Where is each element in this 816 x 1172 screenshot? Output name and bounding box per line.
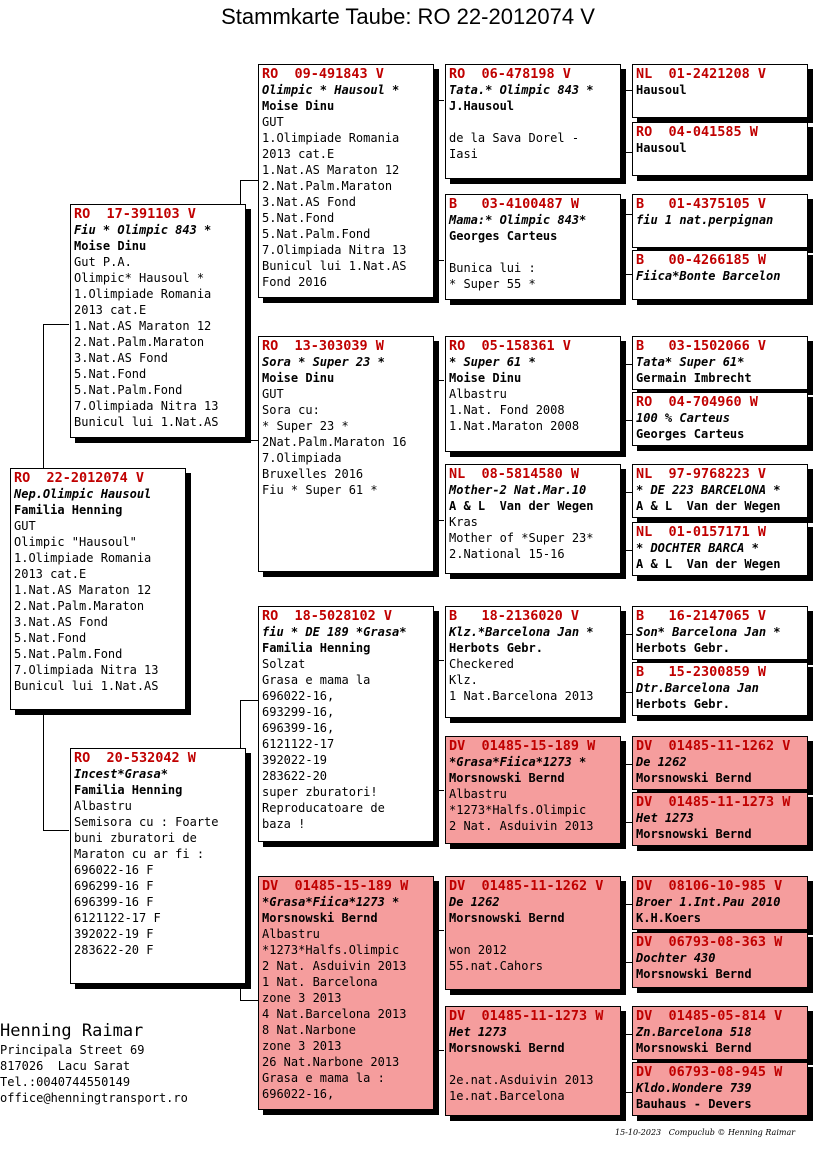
breeder-email: office@henningtransport.ro <box>0 1091 188 1105</box>
pigeon-card-ffm[interactable] <box>445 194 621 300</box>
pigeon-card-g6[interactable] <box>632 392 808 446</box>
ring-number: B 18-2136020 V <box>449 608 580 624</box>
pigeon-name: Sora * Super 23 * <box>262 355 385 369</box>
owner-name: Morsnowski Bernd <box>636 771 752 785</box>
ring-number: B 03-4100487 W <box>449 196 580 212</box>
connector-line <box>438 380 439 520</box>
breeder-street: Principala Street 69 <box>0 1043 145 1057</box>
pigeon-card-mm[interactable] <box>258 876 434 1110</box>
ring-number: DV 06793-08-945 W <box>636 1064 783 1080</box>
owner-name: Herbots Gebr. <box>636 697 730 711</box>
breeder-city: 817026 Lacu Sarat <box>0 1059 131 1073</box>
ring-number: NL 01-0157171 W <box>636 524 767 540</box>
ring-number: DV 01485-11-1273 W <box>449 1008 604 1024</box>
pigeon-card-mmf[interactable] <box>445 876 621 990</box>
footer-credit: 15-10-2023 Compuclub © Henning Raimar <box>615 1128 796 1137</box>
connector-line <box>240 440 258 441</box>
pigeon-info: Checkered Klz. 1 Nat.Barcelona 2013 <box>449 657 594 703</box>
pigeon-info: Kras Mother of *Super 23* 2.National 15-16 <box>449 515 594 561</box>
pigeon-name: * DOCHTER BARCA * <box>636 541 759 555</box>
ring-number: B 03-1502066 V <box>636 338 767 354</box>
breeder-phone: Tel.:0040744550149 <box>0 1075 131 1089</box>
pigeon-info: GUT Sora cu: * Super 23 * 2Nat.Palm.Maraton 16 7.Olimpiada Bruxelles 2016 Fiu * Super 61 * <box>262 387 407 497</box>
ring-number: RO 18-5028102 V <box>262 608 393 624</box>
ring-number: RO 04-041585 W <box>636 124 758 140</box>
ring-number: DV 01485-05-814 V <box>636 1008 783 1024</box>
ring-number: B 16-2147065 V <box>636 608 767 624</box>
pigeon-name: Dtr.Barcelona Jan <box>636 681 759 695</box>
pigeon-name: Klz.*Barcelona Jan * <box>449 625 594 639</box>
pigeon-card-fm[interactable] <box>258 336 434 572</box>
pigeon-card-fmf[interactable] <box>445 336 621 452</box>
pigeon-name: Kldo.Wondere 739 <box>636 1081 752 1095</box>
pigeon-card-mff[interactable] <box>445 606 621 718</box>
pigeon-name: Fiu * Olimpic 843 * <box>74 223 212 237</box>
owner-name: Hausoul <box>636 141 687 155</box>
ring-number: DV 01485-11-1262 V <box>636 738 791 754</box>
pigeon-name: Nep.Olimpic Hausoul <box>14 487 152 501</box>
pigeon-card-mother[interactable] <box>70 748 246 984</box>
pigeon-card-g14[interactable] <box>632 932 808 988</box>
pigeon-card-mmm[interactable] <box>445 1006 621 1116</box>
connector-line <box>624 274 632 275</box>
connector-line <box>624 1034 632 1035</box>
pigeon-name: 100 % Carteus <box>636 411 730 425</box>
connector-line <box>624 364 625 420</box>
pigeon-name: Het 1273 <box>636 811 694 825</box>
pigeon-info: Albastru *1273*Halfs.Olimpic 2 Nat. Asduivin 2013 <box>449 787 594 833</box>
pigeon-name: Het 1273 <box>449 1025 507 1039</box>
connector-line <box>43 830 69 831</box>
breeder-name: Henning Raimar <box>0 1021 144 1041</box>
connector-line <box>624 152 632 153</box>
connector-line <box>624 634 632 635</box>
owner-name: Georges Carteus <box>449 229 558 243</box>
ring-number: DV 01485-15-189 W <box>262 878 409 894</box>
pigeon-name: * Super 61 * <box>449 355 536 369</box>
owner-name: Moise Dinu <box>262 99 335 113</box>
connector-line <box>624 904 625 962</box>
pigeon-info: Solzat Grasa e mama la 696022-16, 693299-16, 696399-16, 6121122-17 392022-19 283622-20 super zburatori! Reproducatoare de baza ! <box>262 657 385 831</box>
connector-line <box>624 1034 625 1092</box>
ring-number: RO 04-704960 W <box>636 394 758 410</box>
pigeon-card-mf[interactable] <box>258 606 434 842</box>
connector-line <box>624 214 632 215</box>
connector-line <box>438 930 439 1050</box>
connector-line <box>624 492 625 550</box>
connector-line <box>624 822 632 823</box>
owner-name: Moise Dinu <box>449 371 522 385</box>
owner-name: Familia Henning <box>262 641 371 655</box>
connector-line <box>438 520 444 521</box>
owner-name: Moise Dinu <box>74 239 147 253</box>
pigeon-card-mfm[interactable] <box>445 736 621 844</box>
connector-line <box>438 660 444 661</box>
pigeon-card-g3[interactable] <box>632 194 808 248</box>
ring-number: B 00-4266185 W <box>636 252 767 268</box>
ring-number: DV 01485-11-1262 V <box>449 878 604 894</box>
pigeon-name: Dochter 430 <box>636 951 716 965</box>
owner-name: Georges Carteus <box>636 427 745 441</box>
pigeon-card-g11[interactable] <box>632 736 808 790</box>
connector-line <box>438 100 444 101</box>
pigeon-name: Tata.* Olimpic 843 * <box>449 83 594 97</box>
owner-name: Morsnowski Bernd <box>262 911 378 925</box>
pigeon-info: 2e.nat.Asduivin 2013 1e.nat.Barcelona <box>449 1073 594 1103</box>
owner-name: Familia Henning <box>14 503 123 517</box>
pigeon-info: de la Sava Dorel - Iasi <box>449 131 580 161</box>
pigeon-name: Broer 1.Int.Pau 2010 <box>636 895 781 909</box>
pigeon-card-father[interactable] <box>70 204 246 438</box>
connector-line <box>438 260 444 261</box>
connector-line <box>624 364 632 365</box>
connector-line <box>624 764 632 765</box>
pigeon-info: GUT 1.Olimpiade Romania 2013 cat.E 1.Nat.AS Maraton 12 2.Nat.Palm.Maraton 3.Nat.AS Fond 5.Nat.Fond 5.Nat.Palm.Fond 7.Olimpiada Nitra 13 Bunicul lui 1.Nat.AS Fond 2016 <box>262 115 407 289</box>
connector-line <box>438 100 439 260</box>
pigeon-name: Tata* Super 61* <box>636 355 745 369</box>
owner-name: Familia Henning <box>74 783 183 797</box>
ring-number: RO 05-158361 V <box>449 338 571 354</box>
connector-line <box>624 214 625 274</box>
connector-line <box>438 380 444 381</box>
pigeon-card-fmm[interactable] <box>445 464 621 574</box>
connector-line <box>624 420 632 421</box>
ring-number: B 01-4375105 V <box>636 196 767 212</box>
connector-line <box>624 1092 632 1093</box>
connector-line <box>624 550 632 551</box>
pigeon-card-g16[interactable] <box>632 1062 808 1116</box>
ring-number: RO 22-2012074 V <box>14 470 145 486</box>
connector-line <box>624 90 632 91</box>
pigeon-name: Mama:* Olimpic 843* <box>449 213 587 227</box>
ring-number: B 15-2300859 W <box>636 664 767 680</box>
connector-line <box>624 904 632 905</box>
pigeon-card-g8[interactable] <box>632 522 808 576</box>
pigeon-card-g5[interactable] <box>632 336 808 390</box>
pigeon-card-g13[interactable] <box>632 876 808 930</box>
owner-name: Herbots Gebr. <box>449 641 543 655</box>
owner-name: Hausoul <box>636 83 687 97</box>
pigeon-name: Incest*Grasa* <box>74 767 168 781</box>
pigeon-name: Mother-2 Nat.Mar.10 <box>449 483 587 497</box>
connector-line <box>43 324 44 468</box>
pigeon-name: fiu * DE 189 *Grasa* <box>262 625 407 639</box>
pigeon-info: Albastru *1273*Halfs.Olimpic 2 Nat. Asduivin 2013 1 Nat. Barcelona zone 3 2013 4 Nat.Barcelona 2013 8 Nat.Narbone zone 3 2013 26 Nat.Narbone 2013 Grasa e mama la : 696022-16, <box>262 927 407 1101</box>
owner-name: A & L Van der Wegen <box>636 499 781 513</box>
pigeon-info: won 2012 55.nat.Cahors <box>449 943 543 973</box>
pigeon-info: Bunica lui : * Super 55 * <box>449 261 536 291</box>
ring-number: DV 01485-15-189 W <box>449 738 596 754</box>
ring-number: RO 20-532042 W <box>74 750 196 766</box>
owner-name: Herbots Gebr. <box>636 641 730 655</box>
ring-number: DV 06793-08-363 W <box>636 934 783 950</box>
owner-name: Morsnowski Bernd <box>636 827 752 841</box>
ring-number: DV 08106-10-985 V <box>636 878 783 894</box>
pigeon-card-main[interactable] <box>10 468 186 710</box>
pigeon-card-g9[interactable] <box>632 606 808 660</box>
ring-number: DV 01485-11-1273 W <box>636 794 791 810</box>
pigeon-card-fff[interactable] <box>445 64 621 179</box>
owner-name: Bauhaus - Devers <box>636 1097 752 1111</box>
pigeon-name: *Grasa*Fiica*1273 * <box>449 755 587 769</box>
owner-name: Morsnowski Bernd <box>449 1041 565 1055</box>
pigeon-name: Zn.Barcelona 518 <box>636 1025 752 1039</box>
pigeon-name: Olimpic * Hausoul * <box>262 83 400 97</box>
pigeon-card-g7[interactable] <box>632 464 808 518</box>
pigeon-info: GUT Olimpic "Hausoul" 1.Olimpiade Romania 2013 cat.E 1.Nat.AS Maraton 12 2.Nat.Palm.Maraton 3.Nat.AS Fond 5.Nat.Fond 5.Nat.Palm.Fond 7.Olimpiada Nitra 13 Bunicul lui 1.Nat.AS <box>14 519 159 693</box>
pigeon-card-g2[interactable] <box>632 122 808 176</box>
connector-line <box>438 660 439 790</box>
owner-name: Germain Imbrecht <box>636 371 752 385</box>
pigeon-card-g12[interactable] <box>632 792 808 846</box>
connector-line <box>240 180 258 181</box>
ring-number: NL 97-9768223 V <box>636 466 767 482</box>
connector-line <box>438 930 444 931</box>
ring-number: NL 01-2421208 V <box>636 66 767 82</box>
pigeon-name: * DE 223 BARCELONA * <box>636 483 781 497</box>
breeder-contact <box>0 1020 188 1106</box>
ring-number: RO 06-478198 V <box>449 66 571 82</box>
pigeon-info: Albastru 1.Nat. Fond 2008 1.Nat.Maraton 2008 <box>449 387 580 433</box>
owner-name: Moise Dinu <box>262 371 335 385</box>
connector-line <box>43 710 44 830</box>
connector-line <box>624 90 625 152</box>
connector-line <box>624 692 632 693</box>
owner-name: Morsnowski Bernd <box>636 1041 752 1055</box>
pigeon-card-g4[interactable] <box>632 250 808 300</box>
connector-line <box>624 492 632 493</box>
owner-name: Morsnowski Bernd <box>449 771 565 785</box>
pigeon-card-g10[interactable] <box>632 662 808 716</box>
connector-line <box>240 1000 258 1001</box>
connector-line <box>438 790 444 791</box>
owner-name: Morsnowski Bernd <box>449 911 565 925</box>
owner-name: A & L Van der Wegen <box>636 557 781 571</box>
ring-number: RO 17-391103 V <box>74 206 196 222</box>
pigeon-name: fiu 1 nat.perpignan <box>636 213 774 227</box>
pigeon-card-g1[interactable] <box>632 64 808 118</box>
pigeon-name: Son* Barcelona Jan * <box>636 625 781 639</box>
owner-name: A & L Van der Wegen <box>449 499 594 513</box>
pigeon-info: Gut P.A. Olimpic* Hausoul * 1.Olimpiade Romania 2013 cat.E 1.Nat.AS Maraton 12 2.Nat.Palm.Maraton 3.Nat.AS Fond 5.Nat.Fond 5.Nat.Palm.Fond 7.Olimpiada Nitra 13 Bunicul lui 1.Nat.AS <box>74 255 219 429</box>
ring-number: NL 08-5814580 W <box>449 466 580 482</box>
pigeon-info: Albastru Semisora cu : Foarte buni zburatori de Maraton cu ar fi : 696022-16 F 696299-16 F 696399-16 F 6121122-17 F 392022-19 F 283622-20 F <box>74 799 219 957</box>
connector-line <box>438 1050 444 1051</box>
pigeon-card-ff[interactable] <box>258 64 434 298</box>
connector-line <box>624 962 632 963</box>
owner-name: Morsnowski Bernd <box>636 967 752 981</box>
connector-line <box>43 324 69 325</box>
pigeon-name: De 1262 <box>636 755 687 769</box>
owner-name: J.Hausoul <box>449 99 515 113</box>
page-title: Stammkarte Taube: RO 22-2012074 V <box>221 4 595 29</box>
connector-line <box>240 700 258 701</box>
pigeon-name: *Grasa*Fiica*1273 * <box>262 895 400 909</box>
pigeon-name: De 1262 <box>449 895 500 909</box>
ring-number: RO 13-303039 W <box>262 338 384 354</box>
connector-line <box>624 634 625 692</box>
connector-line <box>624 764 625 822</box>
pigeon-name: Fiica*Bonte Barcelon <box>636 269 781 283</box>
owner-name: K.H.Koers <box>636 911 702 925</box>
pigeon-card-g15[interactable] <box>632 1006 808 1060</box>
ring-number: RO 09-491843 V <box>262 66 384 82</box>
